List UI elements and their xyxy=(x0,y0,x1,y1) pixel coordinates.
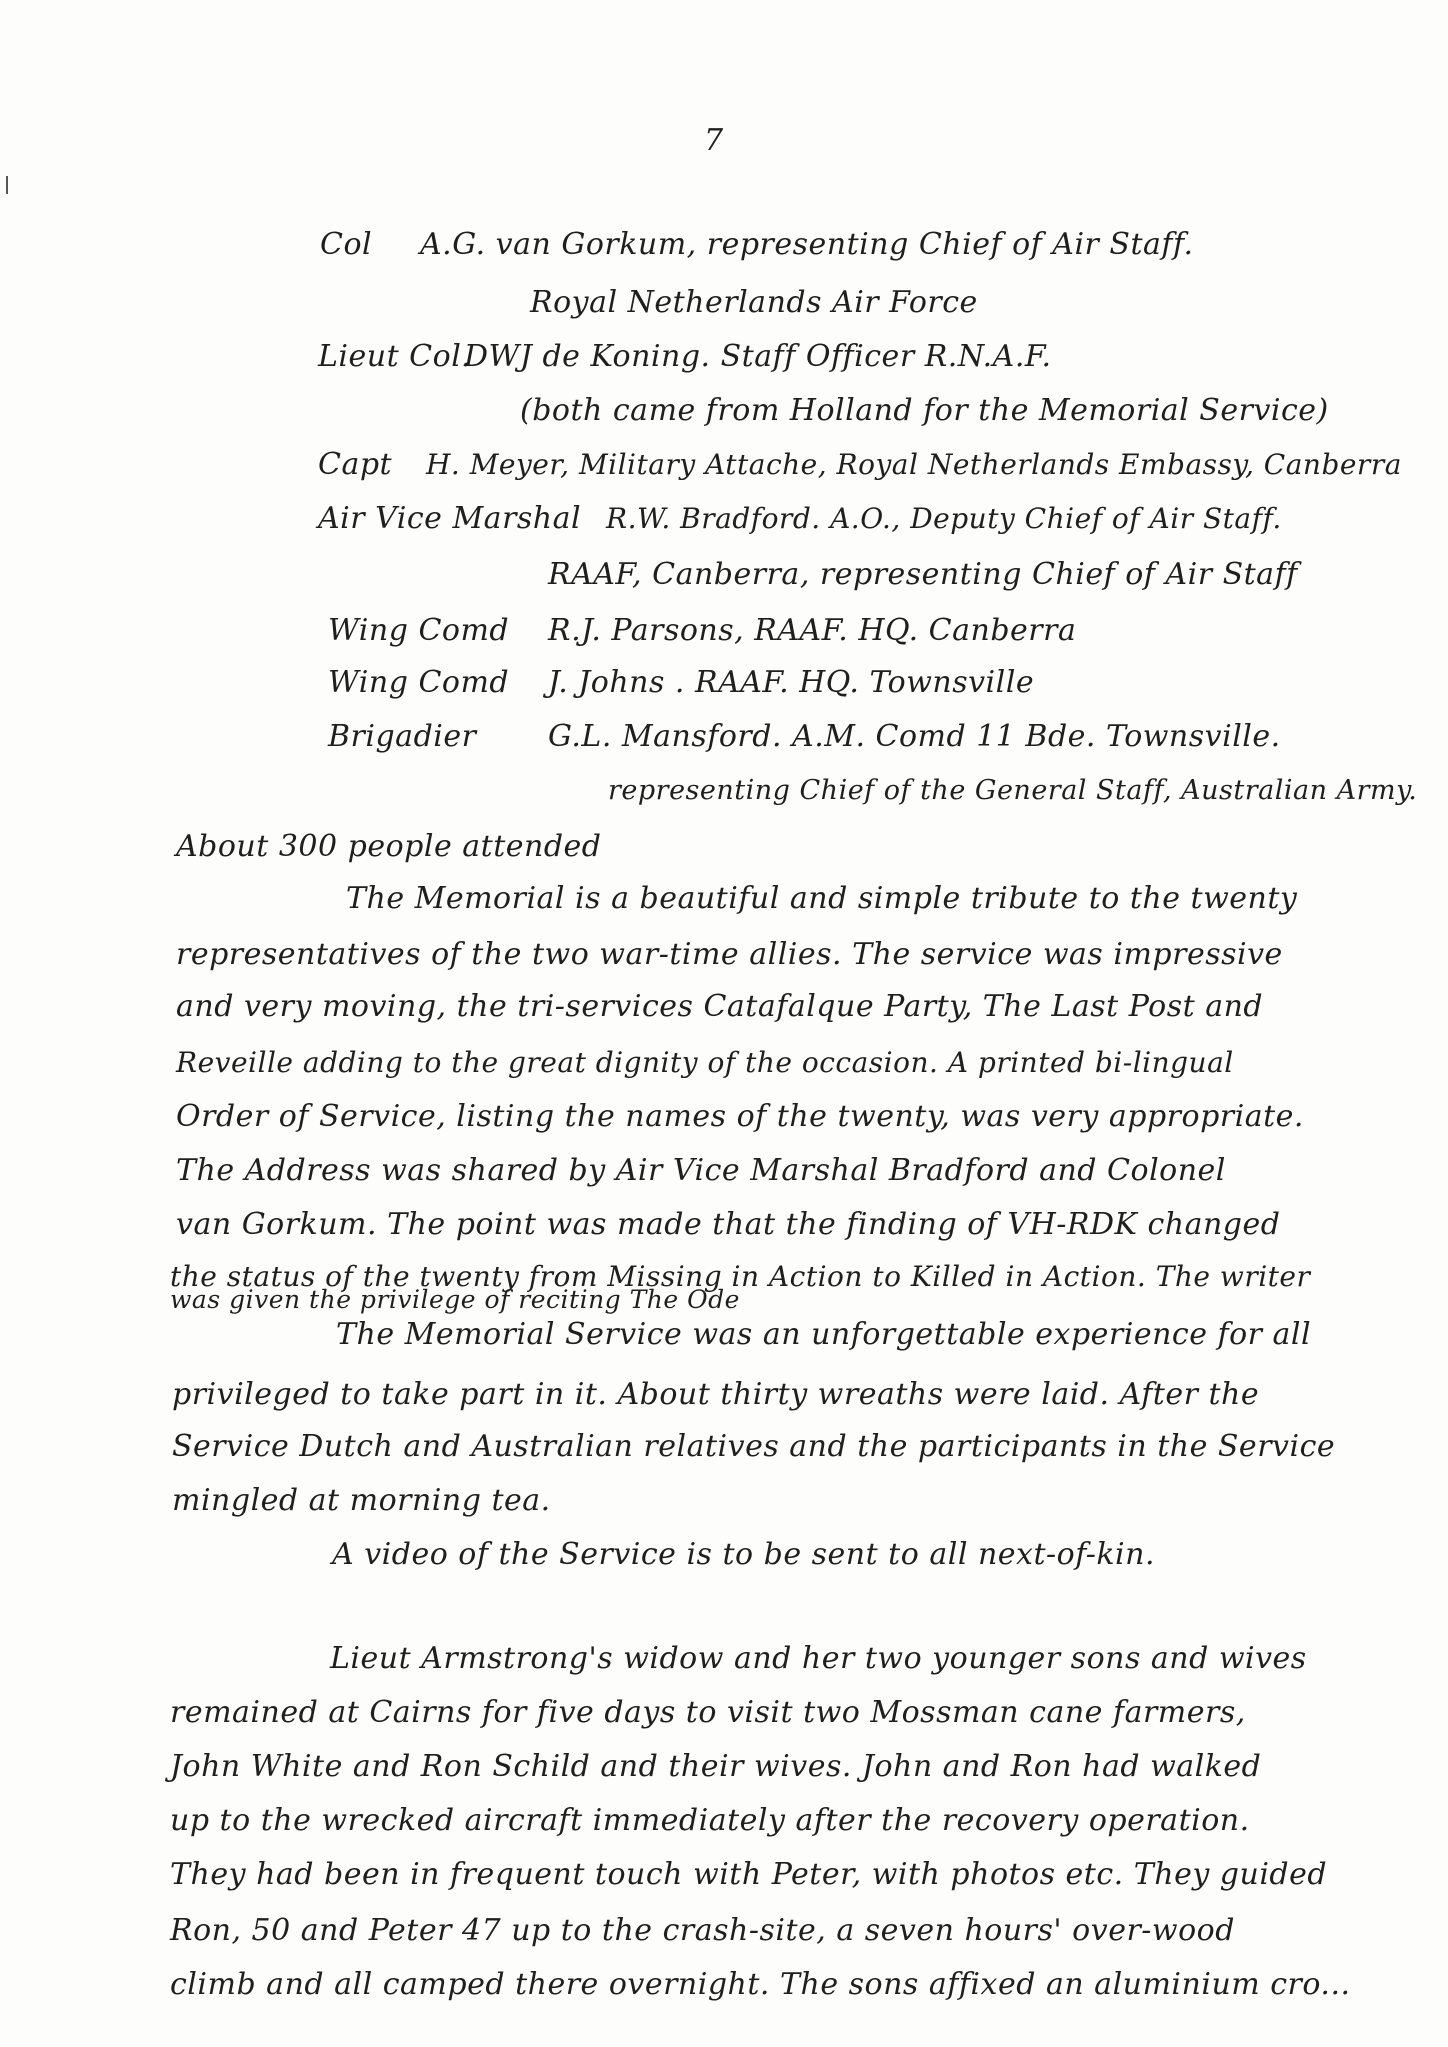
attendee-rank: Col xyxy=(320,227,373,262)
attendee-detail: G.L. Mansford. A.M. Comd 11 Bde. Townsville. xyxy=(548,719,1281,754)
body-line: They had been in frequent touch with Peter, with photos etc. They guided xyxy=(170,1857,1328,1892)
attendee-detail: Royal Netherlands Air Force xyxy=(530,285,978,320)
body-line: the status of the twenty from Missing in Action to Killed in Action. The writer xyxy=(170,1260,1311,1293)
attendee-detail: DWJ de Koning. Staff Officer R.N.A.F. xyxy=(464,339,1052,374)
attendee-detail: H. Meyer, Military Attache, Royal Netherlands Embassy, Canberra xyxy=(426,448,1402,481)
body-line: van Gorkum. The point was made that the finding of VH-RDK changed xyxy=(176,1207,1281,1242)
attendee-rank: Wing Comd xyxy=(328,613,510,648)
body-line: The Memorial Service was an unforgettable experience for all xyxy=(336,1317,1312,1352)
attendee-rank: Wing Comd xyxy=(328,665,510,700)
attendee-detail: R.W. Bradford. A.O., Deputy Chief of Air Staff. xyxy=(606,502,1282,535)
body-line: The Memorial is a beautiful and simple tribute to the twenty xyxy=(346,881,1298,916)
body-line: representatives of the two war-time allies. The service was impressive xyxy=(176,937,1283,972)
body-line: John White and Ron Schild and their wives. John and Ron had walked xyxy=(170,1749,1262,1784)
attendee-detail: R.J. Parsons, RAAF. HQ. Canberra xyxy=(548,613,1077,648)
attendee-detail: J. Johns . RAAF. HQ. Townsville xyxy=(548,665,1035,700)
body-line: About 300 people attended xyxy=(176,829,602,864)
attendee-rank: Brigadier xyxy=(328,719,477,754)
body-line: climb and all camped there overnight. The sons affixed an aluminium cro... xyxy=(170,1967,1351,2002)
attendee-rank: Lieut Col. xyxy=(318,339,472,374)
body-line: was given the privilege of reciting The Ode xyxy=(170,1285,740,1314)
margin-mark xyxy=(6,176,8,194)
body-line: remained at Cairns for five days to visit two Mossman cane farmers, xyxy=(170,1695,1246,1730)
body-line: mingled at morning tea. xyxy=(172,1483,551,1518)
body-line: Lieut Armstrong's widow and her two younger sons and wives xyxy=(330,1641,1307,1676)
body-line: A video of the Service is to be sent to all next-of-kin. xyxy=(332,1537,1155,1572)
body-line: The Address was shared by Air Vice Marshal Bradford and Colonel xyxy=(176,1153,1226,1188)
attendee-note: (both came from Holland for the Memorial Service) xyxy=(520,393,1329,428)
body-line: privileged to take part in it. About thirty wreaths were laid. After the xyxy=(172,1377,1260,1412)
body-line: and very moving, the tri-services Catafalque Party, The Last Post and xyxy=(176,989,1264,1024)
attendee-detail: representing Chief of the General Staff, Australian Army. xyxy=(608,775,1418,806)
body-line: up to the wrecked aircraft immediately after the recovery operation. xyxy=(170,1803,1250,1838)
body-line: Service Dutch and Australian relatives and the participants in the Service xyxy=(172,1429,1336,1464)
attendee-detail: A.G. van Gorkum, representing Chief of Air Staff. xyxy=(420,227,1194,262)
body-line: Reveille adding to the great dignity of the occasion. A printed bi-lingual xyxy=(176,1046,1234,1079)
body-line: Ron, 50 and Peter 47 up to the crash-site, a seven hours' over-wood xyxy=(170,1913,1235,1948)
body-line: Order of Service, listing the names of the twenty, was very appropriate. xyxy=(176,1099,1304,1134)
attendee-detail: RAAF, Canberra, representing Chief of Air Staff xyxy=(548,557,1298,592)
attendee-rank: Air Vice Marshal xyxy=(318,501,582,536)
attendee-rank: Capt xyxy=(318,447,393,482)
page-number: 7 xyxy=(704,123,724,158)
